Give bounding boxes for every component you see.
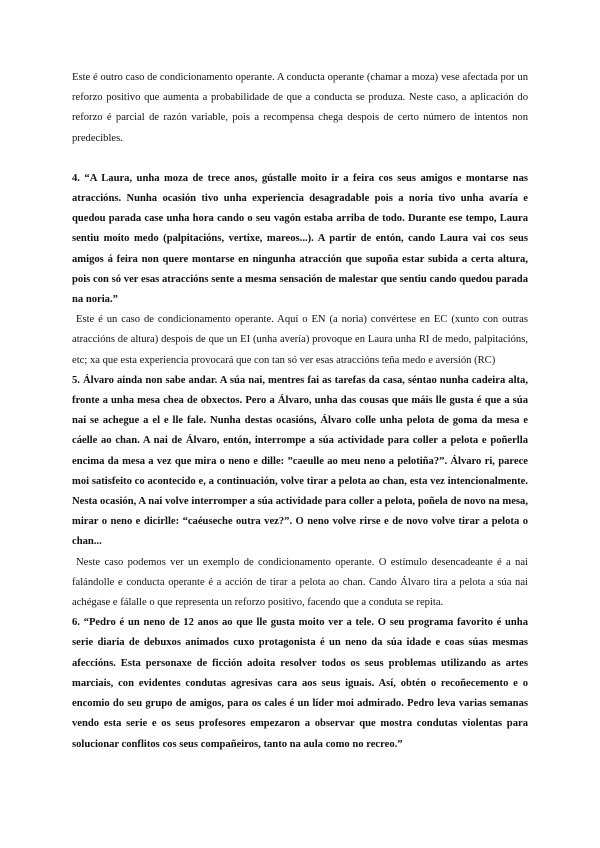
paragraph-case-4: 4. “A Laura, unha moza de trece anos, gústalle moito ir a feira cos seus amigos e montarse nas atraccións. Nunha ocasión tivo unha experiencia desagradable pois a noria tivo unha avaría e quedou parada case unha hora cando o seu vagón estaba arriba de todo. Durante ese tempo, Laura sentiu moito medo (palpitacións, vertixe, mareos...). A partir de entón, cando Laura vai cos seus amigos á feira non quere montarse en ningunha atracción que supoña estar subida a certa altura, pois con só ver esas atraccións sente a mesma sensación de malestar que sentiu cando quedou parada na noria.” [72, 172, 528, 306]
paragraph-intro-explanation: Este é outro caso de condicionamento operante. A conducta operante (chamar a moza) vese afectada por un reforzo positivo que aumenta a probabilidade de que a conducta se produza. Neste caso, a aplicación do reforzo é parcial de razón variable, pois a recompensa chega despois de certo número de intentos non predecibles. [72, 72, 528, 144]
paragraph-case-5-answer: Neste caso podemos ver un exemplo de condicionamento operante. O estímulo desencadeante é a nai falándolle e conducta operante é a acción de tirar a pelota ao chan. Cando Álvaro tira a pelota a súa nai achégase e fálalle o que representa un reforzo positivo, facendo que a conduta se repita. [72, 556, 528, 609]
paragraph-case-5: 5. Álvaro ainda non sabe andar. A súa nai, mentres fai as tarefas da casa, séntao nunha cadeira alta, fronte a unha mesa chea de obxectos. Pero a Álvaro, unha das cousas que máis lle gusta é que a súa nai se achegue a el e lle fale. Nunha destas ocasións, Álvaro colle unha pelota de goma da mesa e cáelle ao chan. A nai de Álvaro, entón, interrompe a súa actividade para coller a pelota e poñerlla encima da mesa a vez que mira o neno e dille: ”caeulle ao meu neno a pelotiña?”. Álvaro ri, parece moi satisfeito co acontecido e, a continuación, volve tirar a pelota ao chan, esta vez intencionalmente. Nesta ocasión, A nai volve interromper a súa actividade para coller a pelota, poñela de novo na mesa, mirar o neno e dicirlle: “caéuseche outra vez?”. O neno volve rirse e de novo volve tirar a pelota o chan... [72, 374, 528, 548]
paragraph-case-6: 6. “Pedro é un neno de 12 anos ao que lle gusta moito ver a tele. O seu programa favorito é unha serie diaria de debuxos animados cuxo protagonista é un neno da súa idade e coas súas mesmas afeccións. Esta personaxe de ficción adoita resolver todos os seus problemas utilizando as artes marciais, con evidentes condutas agresivas cara aos seus iguais. Así, obtén o recoñecemento e o encomio do seu grupo de amigos, para os cales é un líder moi admirado. Pedro leva varias semanas vendo esta serie e os seus profesores empezaron a observar que mostra condutas violentas para solucionar conflitos cos seus compañeiros, tanto na aula como no recreo.” [72, 617, 528, 750]
paragraph-case-4-answer: Este é un caso de condicionamento operante. Aquí o EN (a noria) convértese en EC (xunto con outras atraccións de altura) despois de que un EI (unha avería) provoque en Laura unha RI de medo, palpitacións, etc; xa que esta experiencia provocará que con tan só ver esas atraccións teña medo e aversión (RC) [72, 314, 528, 366]
